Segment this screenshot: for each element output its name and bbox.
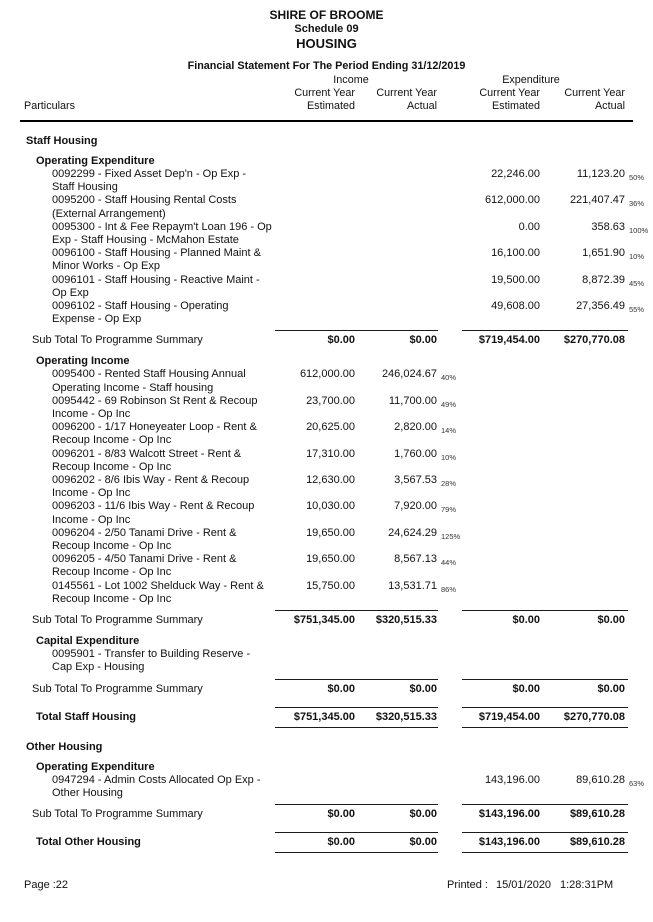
printed-date: 15/01/2020 [496, 878, 552, 891]
row-label-line1: 0096101 - Staff Housing - Reactive Maint - [52, 273, 260, 286]
income-actual-value: 13,531.71 [388, 579, 437, 592]
income-estimated-value: 20,625.00 [306, 421, 355, 434]
column-expenditure-estimated [479, 87, 540, 113]
percent-of-budget: 63% [629, 778, 645, 788]
subtotal-label: Sub Total To Programme Summary [32, 614, 203, 627]
expenditure-estimated-value: 49,608.00 [491, 300, 540, 313]
row-label [0, 300, 653, 326]
table-row [0, 553, 653, 579]
income-estimated-value: 23,700.00 [306, 394, 355, 407]
table-row [0, 610, 653, 628]
column-line1: Current Year [479, 87, 540, 99]
expenditure-estimated-value: $0.00 [512, 614, 540, 627]
table-row [0, 247, 653, 273]
row-label-line1: 0096100 - Staff Housing - Planned Maint & [52, 247, 261, 260]
table-row [0, 221, 653, 247]
table-row [0, 395, 653, 421]
row-label-line1: 0095200 - Staff Housing Rental Costs [52, 194, 237, 207]
income-estimated-value: 612,000.00 [299, 368, 355, 381]
income-estimated-value: $0.00 [327, 807, 355, 820]
income-actual-value: 3,567.53 [394, 474, 437, 487]
column-line1: Current Year [376, 87, 437, 99]
row-label [0, 648, 653, 674]
expenditure-estimated-value: 22,246.00 [491, 168, 540, 180]
table-row [0, 740, 653, 754]
table-row [0, 774, 653, 800]
table-row [0, 300, 653, 326]
group-label: Operating Expenditure [36, 760, 155, 773]
row-label [0, 168, 653, 194]
printed-time: 1:28:31PM [560, 878, 614, 891]
expenditure-actual-value: 27,356.49 [576, 300, 625, 313]
row-label-line2: Staff Housing [52, 181, 118, 194]
income-actual-value: 11,700.00 [388, 394, 437, 407]
percent-of-budget: 100% [629, 225, 649, 235]
subtotal-rule-expenditure [462, 610, 628, 611]
subtotal-rule-income [275, 330, 438, 331]
expenditure-actual-value: 8,872.39 [582, 273, 625, 286]
percent-of-budget: 49% [441, 399, 457, 409]
column-income-estimated [294, 87, 355, 113]
report-title: HOUSING [296, 36, 357, 51]
expenditure-actual-value: $0.00 [597, 614, 625, 627]
expenditure-estimated-value: 0.00 [518, 220, 540, 233]
subtotal-label: Sub Total To Programme Summary [32, 682, 203, 695]
expenditure-actual-value: $89,610.28 [569, 835, 625, 848]
table-row [0, 648, 653, 674]
column-line2: Estimated [491, 100, 540, 112]
income-estimated-value: $0.00 [327, 334, 355, 347]
column-line2: Actual [406, 100, 437, 112]
expenditure-estimated-value: $0.00 [512, 682, 540, 695]
row-label-line1: 0096205 - 4/50 Tanami Drive - Rent & [52, 553, 237, 566]
expenditure-actual-value: 358.63 [591, 220, 625, 233]
table-row [0, 580, 653, 606]
column-line1: Current Year [294, 87, 355, 99]
table-row [0, 804, 653, 822]
column-line2: Estimated [306, 100, 355, 112]
table-row [0, 634, 653, 648]
table-row [0, 707, 653, 728]
subtotal-rule-expenditure [462, 679, 628, 680]
table-row [0, 832, 653, 853]
income-actual-value: 7,920.00 [394, 500, 437, 513]
subtotal-label: Sub Total To Programme Summary [32, 807, 203, 820]
row-label-line1: 0095442 - 69 Robinson St Rent & Recoup [52, 394, 258, 407]
organisation-name: SHIRE OF BROOME [269, 8, 384, 22]
total-rule-income-top [275, 832, 438, 833]
table-row [0, 354, 653, 368]
total-rule-income-bottom [275, 727, 438, 728]
total-label: Total Other Housing [36, 835, 141, 848]
percent-of-budget: 50% [629, 173, 645, 182]
subtotal-rule-income [275, 610, 438, 611]
expenditure-estimated-value: $143,196.00 [478, 807, 540, 820]
table-row [0, 194, 653, 220]
percent-of-budget: 55% [629, 305, 645, 315]
income-estimated-value: 19,650.00 [306, 526, 355, 539]
income-estimated-value: 10,030.00 [306, 500, 355, 513]
expenditure-actual-value: 11,123.20 [576, 168, 625, 180]
percent-of-budget: 14% [441, 426, 457, 436]
income-actual-value: 246,024.67 [381, 368, 437, 381]
subtotal-rule-income [275, 804, 438, 805]
row-label [0, 194, 653, 220]
row-label-line2: Recoup Income - Op Inc [52, 592, 172, 605]
income-estimated-value: 17,310.00 [306, 447, 355, 460]
expenditure-group-header: Expenditure [502, 74, 560, 86]
row-label [0, 221, 653, 247]
group-label: Operating Income [36, 355, 130, 368]
column-line2: Actual [594, 100, 625, 112]
total-label: Total Staff Housing [36, 710, 137, 723]
particulars-header: Particulars [24, 100, 76, 112]
income-estimated-value: $751,345.00 [293, 710, 355, 723]
row-label-line2: Recoup Income - Op Inc [52, 460, 172, 473]
table-row [0, 421, 653, 447]
income-estimated-value: 19,650.00 [306, 553, 355, 566]
row-label-line2: Recoup Income - Op Inc [52, 434, 172, 447]
row-label-line2: Expense - Op Exp [52, 313, 142, 326]
row-label-line1: 0096201 - 8/83 Walcott Street - Rent & [52, 447, 242, 460]
total-rule-income-bottom [275, 852, 438, 853]
table-row [0, 368, 653, 394]
total-rule-expenditure-bottom [462, 852, 628, 853]
row-label-line2: Minor Works - Op Exp [52, 260, 160, 273]
header-divider [20, 120, 633, 122]
row-label-line2: Exp - Staff Housing - McMahon Estate [52, 234, 239, 247]
row-label-line1: 0096204 - 2/50 Tanami Drive - Rent & [52, 526, 237, 539]
column-headers [0, 73, 653, 120]
row-label-line2: Income - Op Inc [52, 513, 131, 526]
row-label [0, 774, 653, 800]
table-row [0, 760, 653, 774]
table-row [0, 474, 653, 500]
expenditure-actual-value: 1,651.90 [582, 247, 625, 260]
expenditure-estimated-value: 19,500.00 [491, 273, 540, 286]
row-label-line2: Recoup Income - Op Inc [52, 540, 172, 553]
expenditure-estimated-value: 143,196.00 [484, 773, 540, 786]
column-income-actual [376, 87, 437, 113]
table-row [0, 274, 653, 300]
column-line1: Current Year [564, 87, 625, 99]
total-rule-income-top [275, 707, 438, 708]
subtotal-rule-expenditure [462, 330, 628, 331]
group-label: Operating Expenditure [36, 155, 155, 167]
expenditure-estimated-value: 612,000.00 [484, 194, 540, 207]
row-label-line2: Other Housing [52, 786, 123, 799]
table-row [0, 168, 653, 194]
row-label-line2: (External Arrangement) [52, 207, 166, 220]
document-header [0, 0, 653, 73]
income-actual-value: $0.00 [409, 682, 437, 695]
income-actual-value: 24,624.29 [388, 526, 437, 539]
percent-of-budget: 28% [441, 479, 457, 489]
row-label-line1: 0096102 - Staff Housing - Operating [52, 300, 229, 313]
percent-of-budget: 45% [629, 278, 645, 288]
row-label-line1: 0095901 - Transfer to Building Reserve - [52, 648, 251, 661]
table-row [0, 134, 653, 148]
table-row [0, 527, 653, 553]
income-estimated-value: 12,630.00 [306, 474, 355, 487]
table-row [0, 679, 653, 697]
printed-label: Printed : [447, 878, 488, 891]
income-actual-value: $0.00 [409, 334, 437, 347]
row-label-line1: 0947294 - Admin Costs Allocated Op Exp - [52, 773, 261, 786]
income-actual-value: $320,515.33 [375, 614, 437, 627]
expenditure-actual-value: $270,770.08 [563, 334, 625, 347]
subtotal-rule-expenditure [462, 804, 628, 805]
percent-of-budget: 10% [441, 452, 457, 462]
subtotal-rule-income [275, 679, 438, 680]
row-label-line1: 0096200 - 1/17 Honeyeater Loop - Rent & [52, 421, 257, 434]
income-estimated-value: $751,345.00 [293, 614, 355, 627]
total-rule-expenditure-top [462, 707, 628, 708]
group-label: Capital Expenditure [36, 635, 140, 648]
total-rule-expenditure-top [462, 832, 628, 833]
row-label [0, 274, 653, 300]
percent-of-budget: 36% [629, 199, 645, 209]
table-row [0, 448, 653, 474]
expenditure-actual-value: 221,407.47 [569, 194, 625, 207]
page-number: Page :22 [24, 878, 69, 891]
row-label-line2: Cap Exp - Housing [52, 661, 145, 674]
row-label-line2: Recoup Income - Op Inc [52, 566, 172, 579]
expenditure-estimated-value: $719,454.00 [478, 710, 540, 723]
percent-of-budget: 79% [441, 505, 457, 515]
row-label-line1: 0096202 - 8/6 Ibis Way - Rent & Recoup [52, 474, 250, 487]
expenditure-actual-value: $270,770.08 [563, 710, 625, 723]
schedule-number: Schedule 09 [294, 23, 359, 35]
report-subtitle: Financial Statement For The Period Ending 31/12/2019 [187, 60, 466, 72]
total-rule-expenditure-bottom [462, 727, 628, 728]
percent-of-budget: 44% [441, 558, 457, 568]
percent-of-budget: 40% [441, 373, 457, 383]
expenditure-estimated-value: $143,196.00 [478, 835, 540, 848]
income-actual-value: $320,515.33 [375, 710, 437, 723]
subtotal-label: Sub Total To Programme Summary [32, 334, 203, 347]
expenditure-estimated-value: 16,100.00 [491, 247, 540, 260]
row-label-line2: Income - Op Inc [52, 408, 131, 421]
percent-of-budget: 125% [441, 531, 461, 541]
income-actual-value: 2,820.00 [394, 421, 437, 434]
table-row [0, 154, 653, 168]
income-actual-value: $0.00 [409, 807, 437, 820]
page-footer [0, 879, 653, 894]
income-estimated-value: 15,750.00 [306, 579, 355, 592]
expenditure-estimated-value: $719,454.00 [478, 334, 540, 347]
row-label-line1: 0092299 - Fixed Asset Dep'n - Op Exp - [52, 168, 247, 180]
row-label-line1: 0145561 - Lot 1002 Shelduck Way - Rent & [52, 579, 264, 592]
percent-of-budget: 10% [629, 252, 645, 262]
row-label-line1: 0095300 - Int & Fee Repaym't Loan 196 - Op [52, 220, 272, 233]
row-label-line1: 0095400 - Rented Staff Housing Annual [52, 368, 246, 381]
expenditure-actual-value: 89,610.28 [576, 773, 625, 786]
expenditure-actual-value: $89,610.28 [569, 807, 625, 820]
income-estimated-value: $0.00 [327, 682, 355, 695]
table-row [0, 330, 653, 348]
income-actual-value: 1,760.00 [394, 447, 437, 460]
row-label-line2: Op Exp [52, 286, 89, 299]
column-expenditure-actual [564, 87, 625, 113]
expenditure-actual-value: $0.00 [597, 682, 625, 695]
row-label [0, 247, 653, 273]
income-estimated-value: $0.00 [327, 835, 355, 848]
income-group-header: Income [333, 74, 369, 86]
percent-of-budget: 86% [441, 584, 457, 594]
row-label-line2: Operating Income - Staff housing [52, 381, 214, 394]
income-actual-value: $0.00 [409, 835, 437, 848]
section-label: Other Housing [26, 740, 103, 753]
income-actual-value: 8,567.13 [394, 553, 437, 566]
section-label: Staff Housing [26, 135, 98, 147]
row-label-line1: 0096203 - 11/6 Ibis Way - Rent & Recoup [52, 500, 255, 513]
table-row [0, 500, 653, 526]
row-label-line2: Income - Op Inc [52, 487, 131, 500]
